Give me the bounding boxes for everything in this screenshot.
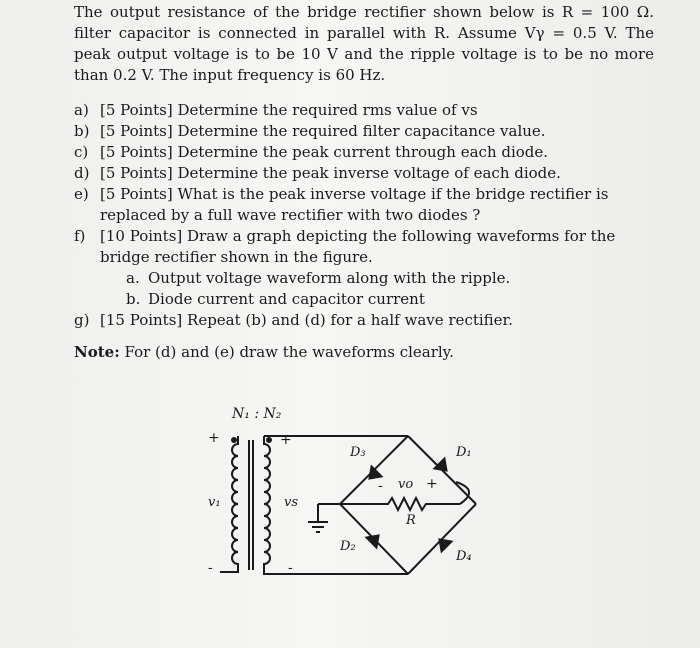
- note: [74, 343, 454, 361]
- secondary-minus: -: [288, 560, 293, 576]
- vi-label: v₁: [208, 495, 221, 510]
- secondary-dot: [266, 437, 272, 443]
- diode-d4-label: D₄: [456, 549, 472, 564]
- turns-ratio-label: N₁ : N₂: [232, 406, 282, 422]
- note-text: For (d) and (e) draw the waveforms clearly.: [119, 343, 454, 361]
- diode-d1-label: D₁: [456, 445, 472, 460]
- output-resistor: [340, 498, 460, 510]
- bridge-rectifier-diagram: [190, 400, 510, 590]
- question-e: e) [5 Points] What is the peak inverse voltage if the bridge rectifier is replaced by a full wave rectifier with two diodes ?: [74, 185, 609, 224]
- primary-minus: -: [208, 560, 213, 576]
- diode-d3-label: D₃: [350, 445, 366, 460]
- vo-label: vo: [398, 477, 414, 492]
- diode-d2-label: D₂: [340, 539, 356, 554]
- resistor-label: R: [406, 513, 416, 528]
- vo-plus: +: [426, 476, 438, 492]
- question-a: a) [5 Points] Determine the required rms value of vs: [74, 101, 478, 119]
- secondary-plus: +: [280, 432, 292, 448]
- question-f: f) [10 Points] Draw a graph depicting the following waveforms for the bridge rectifier shown in the figure.: [74, 227, 616, 266]
- diode-d1: [435, 459, 452, 476]
- primary-winding: [220, 436, 238, 572]
- vo-minus: -: [378, 478, 383, 494]
- question-g: g) [15 Points] Repeat (b) and (d) for a half wave rectifier.: [74, 311, 513, 329]
- question-c: c) [5 Points] Determine the peak current through each diode.: [74, 143, 549, 161]
- primary-plus: +: [208, 430, 220, 446]
- vs-label: vs: [284, 495, 299, 510]
- question-d: d) [5 Points] Determine the peak inverse voltage of each diode.: [74, 164, 561, 182]
- primary-dot: [231, 437, 237, 443]
- question-list: [74, 100, 654, 331]
- subitem-b: b. Diode current and capacitor current: [126, 290, 425, 308]
- note-label: Note:: [74, 343, 120, 361]
- question-b: b) [5 Points] Determine the required filter capacitance value.: [74, 122, 546, 140]
- ground-symbol: [308, 522, 328, 532]
- problem-intro: The output resistance of the bridge rectifier shown below is R = 100 Ω. filter capacitor is connected in parallel with R. Assume Vγ = 0.5 V. The peak output voltage is to be 10 V and the ripple voltage is to be no more than 0.2 V. The input frequency is 60 Hz.: [74, 3, 654, 84]
- subitem-a: a. Output voltage waveform along with the ripple.: [126, 269, 511, 287]
